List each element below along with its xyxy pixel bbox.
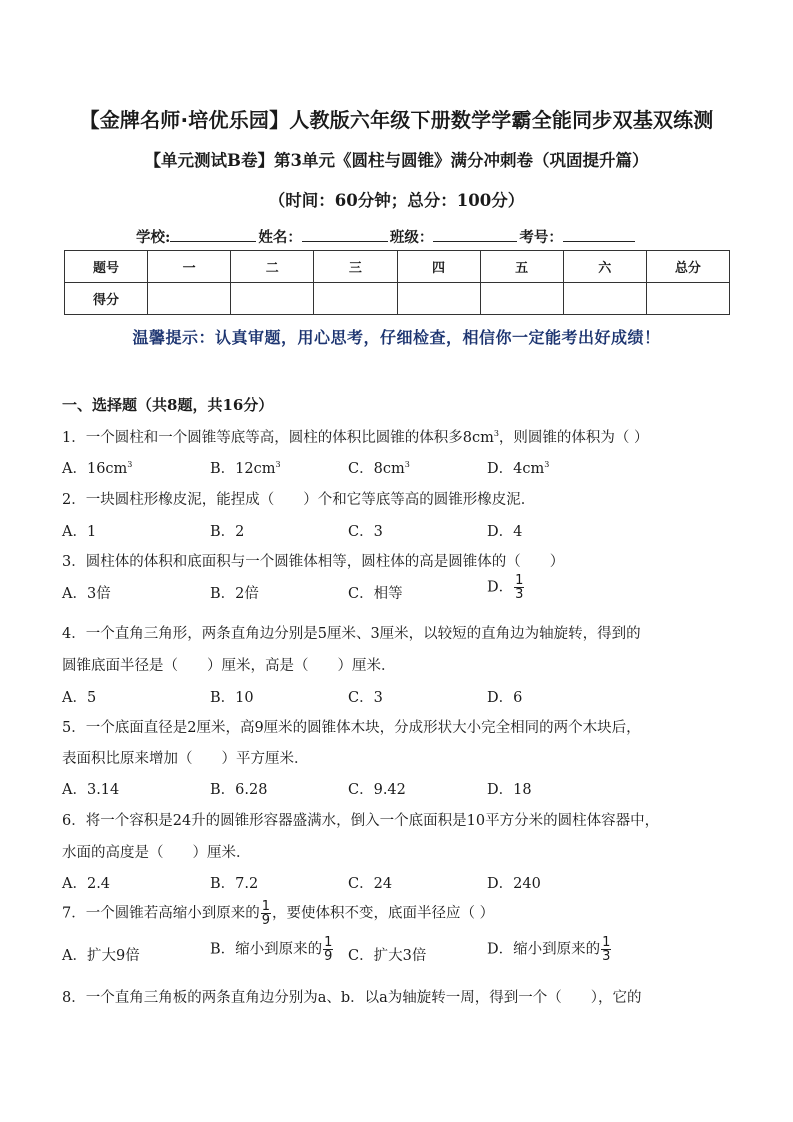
question-text: ，则圆锥的体积为（ ） (498, 430, 649, 446)
question-4 (62, 622, 641, 643)
question-text: 一个底面直径是2厘米，高9厘米的圆锥体木块，分成形状大小完全相同的两个木块后， (85, 720, 641, 736)
table-cell-header: 题号 (65, 251, 148, 283)
question-number: 6． (62, 813, 86, 829)
question-number: 3． (62, 554, 86, 570)
fraction-denominator: 3 (602, 949, 611, 964)
option-d[interactable] (487, 457, 549, 478)
option-b[interactable] (210, 457, 281, 478)
fraction (323, 936, 333, 963)
score-table-score-row (65, 283, 730, 315)
question-1 (62, 426, 649, 447)
option-b[interactable]: B．7.2 (210, 876, 259, 892)
option-d[interactable]: D．4 (487, 524, 523, 540)
option-d[interactable]: D．240 (487, 876, 541, 892)
table-cell-header: 四 (397, 251, 480, 283)
question-number: 7． (62, 905, 86, 922)
score-table (64, 250, 730, 315)
question-number: 1． (62, 430, 86, 446)
option-c[interactable]: C．扩大3倍 (348, 948, 427, 964)
question-2 (62, 488, 535, 509)
option-c[interactable] (348, 457, 410, 478)
table-cell-score[interactable] (397, 283, 480, 315)
exam-number-field[interactable] (563, 227, 635, 242)
option-b[interactable] (210, 936, 334, 963)
option-label: D．缩小到原来的 (487, 941, 601, 958)
question-number: 8． (62, 990, 86, 1006)
option-label: A．16cm (62, 461, 128, 477)
table-cell-header: 总分 (646, 251, 729, 283)
option-b[interactable]: B．10 (210, 690, 254, 706)
table-cell-header: 二 (231, 251, 314, 283)
option-d[interactable]: D．6 (487, 690, 523, 706)
question-7 (62, 900, 494, 927)
option-c[interactable]: C．24 (348, 876, 393, 892)
table-cell-score-label: 得分 (65, 283, 148, 315)
table-cell-score[interactable] (148, 283, 231, 315)
section-heading: 一、选择题（共8题，共16分） (62, 396, 274, 414)
question-6 (62, 809, 659, 830)
question-text: 一个直角三角板的两条直角边分别为a、b．以a为轴旋转一周，得到一个（ ），它的 (85, 990, 642, 1006)
option-a[interactable]: A．1 (62, 524, 97, 540)
reminder-tip: 温馨提示：认真审题，用心思考，仔细检查，相信你一定能考出好成绩！ (132, 328, 661, 347)
option-a[interactable]: A．2.4 (62, 876, 111, 892)
superscript: 3 (275, 460, 281, 469)
option-c[interactable]: C．9.42 (348, 782, 406, 798)
score-table-header-row (65, 251, 730, 283)
option-a[interactable]: A．3倍 (62, 586, 111, 602)
question-text: 一个直角三角形，两条直角边分别是5厘米、3厘米，以较短的直角边为轴旋转，得到的 (85, 626, 641, 642)
option-label: D．4cm (487, 461, 545, 477)
table-cell-score[interactable] (314, 283, 397, 315)
school-label: 学校: (136, 229, 171, 246)
question-4-continued: 圆锥底面半径是（ ）厘米，高是（ ）厘米． (62, 658, 396, 674)
option-c[interactable]: C．3 (348, 690, 383, 706)
class-field[interactable] (433, 227, 517, 242)
question-3 (62, 550, 564, 571)
question-8 (62, 986, 642, 1007)
fraction-denominator: 3 (515, 587, 524, 602)
option-label: D． (487, 579, 514, 596)
option-d[interactable] (487, 574, 525, 601)
name-field[interactable] (302, 227, 388, 242)
option-label: B．缩小到原来的 (210, 941, 323, 958)
table-cell-score[interactable] (480, 283, 563, 315)
question-text: 一个圆锥若高缩小到原来的 (85, 905, 260, 922)
table-cell-header: 六 (563, 251, 646, 283)
option-a[interactable] (62, 457, 132, 478)
superscript: 3 (493, 429, 499, 438)
option-c[interactable]: C．3 (348, 524, 383, 540)
exam-time-score: （时间：60分钟；总分：100分） (268, 191, 525, 210)
question-text: 一块圆柱形橡皮泥，能捏成（ ）个和它等底等高的圆锥形橡皮泥． (85, 492, 536, 508)
fraction-numerator: 1 (261, 899, 271, 914)
option-a[interactable]: A．5 (62, 690, 97, 706)
table-cell-score[interactable] (231, 283, 314, 315)
document-subtitle: 【单元测试B卷】第3单元《圆柱与圆锥》满分冲刺卷（巩固提升篇） (144, 151, 649, 170)
question-text: ，要使体积不变，底面半径应（ ） (272, 905, 495, 922)
fraction (261, 900, 271, 927)
student-info-line (136, 226, 637, 247)
superscript: 3 (127, 460, 133, 469)
option-b[interactable]: B．6.28 (210, 782, 268, 798)
question-5 (62, 716, 641, 737)
option-b[interactable]: B．2倍 (210, 586, 259, 602)
superscript: 3 (544, 460, 550, 469)
table-cell-header: 五 (480, 251, 563, 283)
option-d[interactable] (487, 936, 612, 963)
option-c[interactable]: C．相等 (348, 586, 403, 602)
table-cell-header: 一 (148, 251, 231, 283)
name-label: 姓名： (258, 229, 302, 246)
table-cell-score[interactable] (646, 283, 729, 315)
option-a[interactable]: A．3.14 (62, 782, 120, 798)
fraction-numerator: 1 (324, 935, 333, 950)
question-text: 圆柱体的体积和底面积与一个圆锥体相等，圆柱体的高是圆锥体的（ ） (85, 554, 565, 570)
question-number: 2． (62, 492, 86, 508)
question-5-continued: 表面积比原来增加（ ）平方厘米． (62, 751, 309, 767)
fraction-numerator: 1 (602, 935, 611, 950)
class-label: 班级： (389, 229, 434, 246)
option-label: B．12cm (210, 461, 276, 477)
superscript: 3 (404, 460, 410, 469)
fraction-numerator: 1 (515, 573, 524, 588)
table-cell-header: 三 (314, 251, 397, 283)
school-field[interactable] (170, 227, 256, 242)
question-6-continued: 水面的高度是（ ）厘米． (62, 845, 251, 861)
fraction (601, 936, 611, 963)
option-label: C．8cm (348, 461, 405, 477)
fraction (514, 574, 524, 601)
question-number: 5． (62, 720, 86, 736)
document-title: 【金牌名师·培优乐园】人教版六年级下册数学学霸全能同步双基双练测 (79, 108, 714, 132)
fraction-denominator: 9 (261, 913, 271, 928)
number-label: 考号： (519, 229, 563, 246)
question-text: 将一个容积是24升的圆锥形容器盛满水，倒入一个底面积是10平方分米的圆柱体容器中， (85, 813, 660, 829)
question-text: 一个圆柱和一个圆锥等底等高，圆柱的体积比圆锥的体积多8cm (85, 430, 494, 446)
option-b[interactable]: B．2 (210, 524, 245, 540)
option-a[interactable]: A．扩大9倍 (62, 948, 140, 964)
option-d[interactable]: D．18 (487, 782, 532, 798)
question-number: 4． (62, 626, 86, 642)
table-cell-score[interactable] (563, 283, 646, 315)
fraction-denominator: 9 (324, 949, 333, 964)
